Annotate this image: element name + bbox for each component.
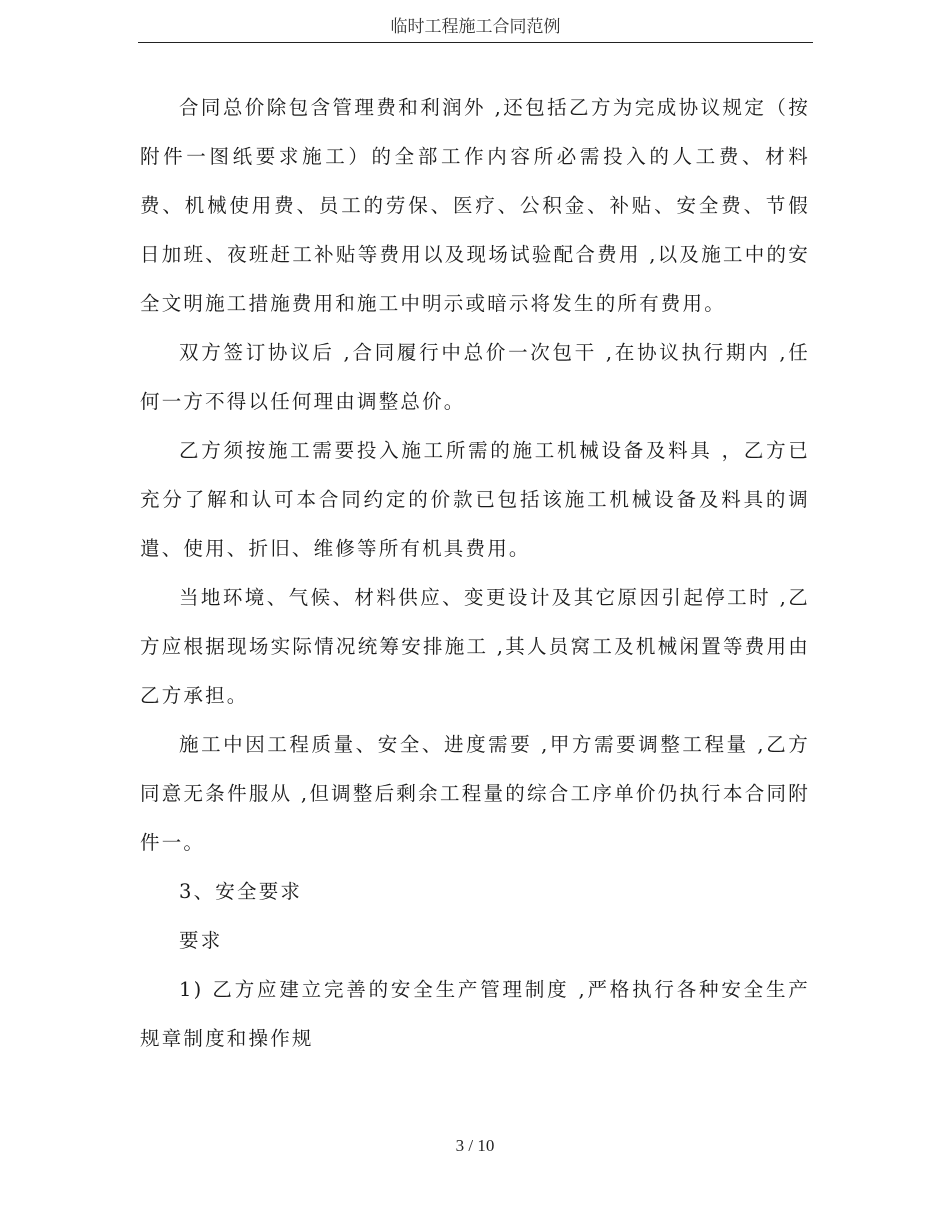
paragraph-quantity-adjustment: 施工中因工程质量、安全、进度需要 ,甲方需要调整工程量 ,乙方同意无条件服从 ,但调整后剩余工程量的综合工序单价仍执行本合同附件一。 [140,733,810,854]
paragraph-work-stoppage: 当地环境、气候、材料供应、变更设计及其它原因引起停工时 ,乙方应根据现场实际情况统筹安排施工 ,其人员窝工及机械闲置等费用由乙方承担。 [140,586,810,707]
paragraph-equipment: 乙方须按施工需要投入施工所需的施工机械设备及料具 ，乙方已充分了解和认可本合同约定的价款已包括该施工机械设备及料具的调遣、使用、折旧、维修等所有机具费用。 [140,439,810,560]
page-header: 临时工程施工合同范例 [138,12,813,43]
document-body [140,83,810,1063]
paragraph-lump-sum: 双方签订协议后 ,合同履行中总价一次包干 ,在协议执行期内 ,任何一方不得以任何理由调整总价。 [140,341,810,413]
section-heading-safety: 3、安全要求 [179,880,303,903]
list-item-1: 1) 乙方应建立完善的安全生产管理制度 ,严格执行各种安全生产规章制度和操作规 [140,978,810,1050]
subheading-requirements: 要求 [179,929,223,952]
page-number: 3 / 10 [455,1136,495,1155]
paragraph-total-price: 合同总价除包含管理费和利润外 ,还包括乙方为完成协议规定（按附件一图纸要求施工）的全部工作内容所必需投入的人工费、材料费、机械使用费、员工的劳保、医疗、公积金、补贴、安全费、节假日加班、夜班赶工补贴等费用以及现场试验配合费用 ,以及施工中的安全文明施工措施费用和施工中明示或暗示将发生的所有费用。 [140,96,810,315]
